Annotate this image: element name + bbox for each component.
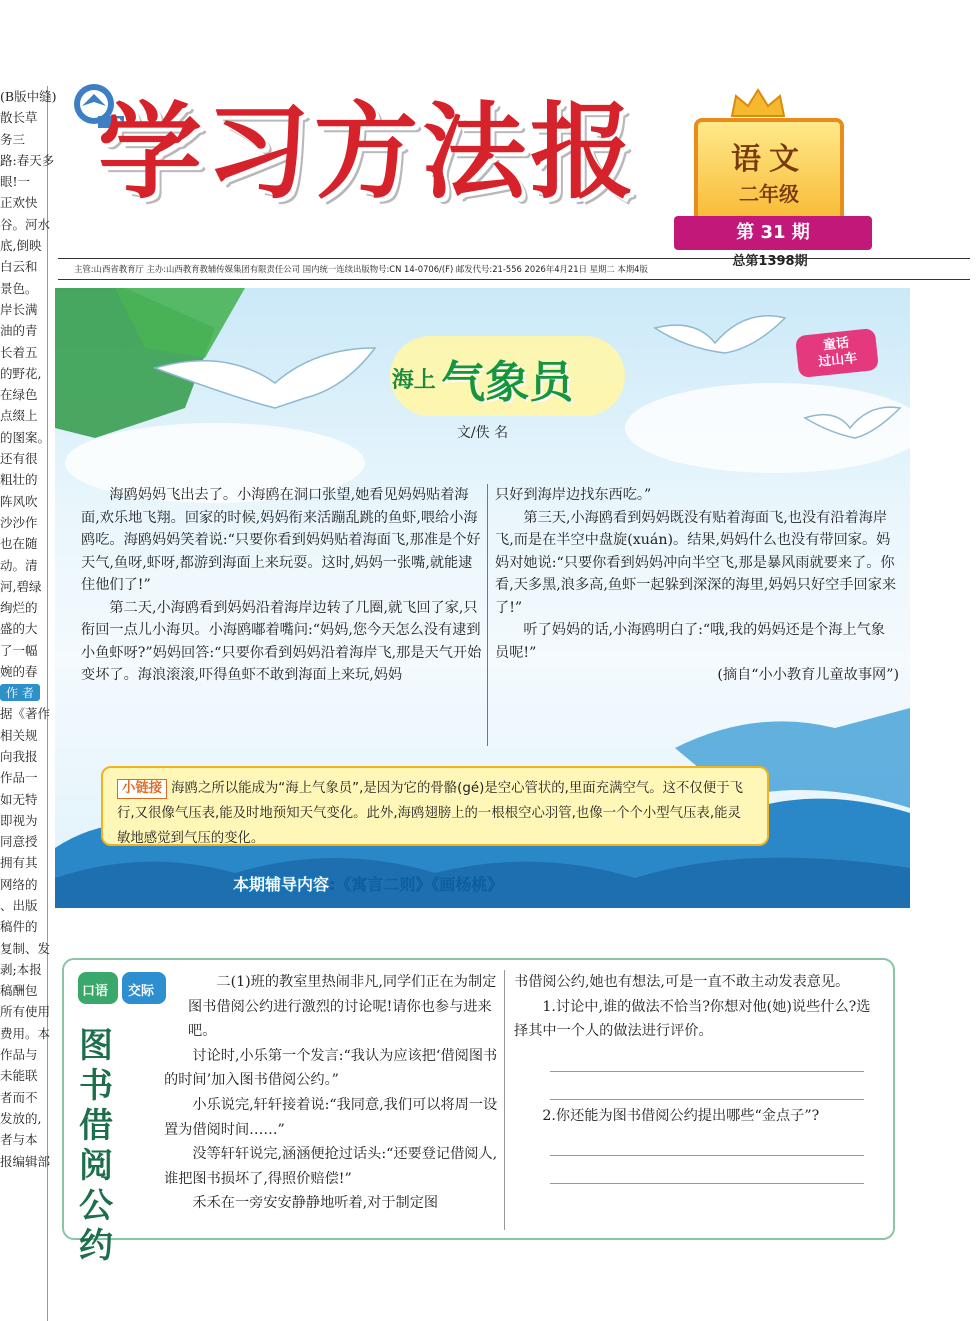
column-badge-line1: 童话 <box>822 335 850 354</box>
strip-text-line: 河,碧绿 <box>0 578 42 594</box>
strip-text-line: 拥有其 <box>0 855 38 871</box>
strip-text-line: 报编辑部 <box>0 1153 51 1169</box>
strip-text-line: 、出版 <box>0 897 38 913</box>
answer-line[interactable] <box>550 1156 864 1184</box>
strip-text-line: 阵风吹 <box>0 493 38 509</box>
strip-text-line: 绚烂的 <box>0 600 38 616</box>
strip-text-line: 也在随 <box>0 536 38 552</box>
oral-column-divider <box>504 970 505 1230</box>
strip-text-line: 向我报 <box>0 748 38 764</box>
oral-communication-section <box>62 958 895 1266</box>
column-badge <box>795 328 879 378</box>
strip-text-line: 路:春天多 <box>0 152 55 168</box>
oral-section-title: 图书借阅公约 <box>79 1026 113 1266</box>
answer-line[interactable] <box>550 1044 864 1072</box>
answer-line[interactable] <box>550 1128 864 1156</box>
story-title-main: 气象员 <box>441 357 574 408</box>
strip-text-line: 正欢快 <box>0 195 38 211</box>
strip-text-line: 剥;本报 <box>0 961 42 977</box>
strip-text-line: 粗壮的 <box>0 472 38 488</box>
story-title <box>55 346 910 410</box>
story-source: (摘自“小小教育儿童故事网”) <box>717 667 899 683</box>
strip-text-line: 如无特 <box>0 791 38 807</box>
fact-link-box <box>101 766 769 846</box>
strip-text-line: 即视为 <box>0 812 38 828</box>
fact-link-label: 小链接 <box>117 779 167 799</box>
masthead-title-char: 报 <box>530 91 635 213</box>
fact-link-text: 海鸥之所以能成为“海上气象员”,是因为它的骨骼(gé)是空心管状的,里面充满空气。这不仅便于飞行,又很像气压表,能及时地预知天气变化。此外,海鸥翅膀上的一根根空心羽管,也像一个个小型气压表,能灵敏地感觉到气压的变化。 <box>117 781 743 846</box>
strip-text-line: 沙沙作 <box>0 514 38 530</box>
strip-text-line: 散长草 <box>0 110 38 126</box>
oral-column-left <box>164 970 500 1216</box>
strip-text-line: 眼!一 <box>0 174 31 190</box>
oral-paragraph: 书借阅公约,她也有想法,可是一直不敢主动发表意见。 <box>514 974 850 990</box>
strip-text-line: 稿酬包 <box>0 983 38 999</box>
strip-text-line: 所有使用 <box>0 1004 51 1020</box>
strip-text-line: 谷。河水 <box>0 216 51 232</box>
column-divider <box>487 484 488 746</box>
question-1: 1.讨论中,谁的做法不恰当?你想对他(她)说些什么?选择其中一个人的做法进行评价。 <box>514 998 871 1040</box>
strip-text-line: 婉的春 <box>0 664 38 680</box>
strip-text-line: 白云和 <box>0 259 38 275</box>
strip-text-line: 的图案。 <box>0 429 51 445</box>
subject-label: 语文 <box>731 142 807 177</box>
strip-text-line: 长着五 <box>0 344 38 360</box>
byline: 文/佚 名 <box>456 425 509 441</box>
author-notice-tag: 作 者 <box>0 684 40 701</box>
story-paragraph: 第二天,小海鸥看到妈妈沿着海岸边转了几圈,就飞回了家,只衔回一点儿小海贝。小海鸥嘟着嘴问:“妈妈,您今天怎么没有逮到小鱼虾呀?”妈妈回答:“只要你看到妈妈沿着海岸飞,那是天气开始变坏了。海浪滚滚,吓得鱼虾不敢到海面上来玩,妈妈 <box>81 599 482 683</box>
strip-text-line: 未能联 <box>0 1068 38 1084</box>
strip-text-line: 动。清 <box>0 557 38 573</box>
story-title-prefix: 海上 <box>391 368 436 393</box>
badge-text-communication: 交际 <box>128 984 155 999</box>
strip-text-line: 的野花, <box>0 365 42 381</box>
masthead-title-char: 法 <box>422 91 527 213</box>
question-2: 2.你还能为图书借阅公约提出哪些“金点子”? <box>542 1107 820 1124</box>
grade-label: 二年级 <box>739 182 799 206</box>
strip-text-line: 作品一 <box>0 770 38 786</box>
strip-text-line: 务三 <box>0 131 26 147</box>
total-issue-number: 总第1398期 <box>732 254 808 269</box>
strip-text-line: 岸长满 <box>0 301 38 317</box>
column-badge-line2: 过山车 <box>817 350 858 370</box>
crown-icon <box>728 88 788 118</box>
strip-text-line: 同意授 <box>0 834 38 850</box>
story-paragraph: 只好到海岸边找东西吃。” <box>495 487 652 503</box>
strip-text-line: 底,倒映 <box>0 238 42 254</box>
publication-info: 主管:山西省教育厅 主办:山西教育教辅传媒集团有限责任公司 国内统一连续出版物号:CN 14-0706/(F) 邮发代号:21-556 2026年4月21日 星期二 本期4版 <box>58 258 970 280</box>
strip-text-line: 还有很 <box>0 451 38 467</box>
oral-paragraph: 讨论时,小乐第一个发言:“我认为应该把‘借阅图书的时间’加入图书借阅公约。” <box>164 1047 498 1089</box>
story-section <box>55 288 910 908</box>
oral-paragraph: 禾禾在一旁安安静静地听着,对于制定图 <box>192 1195 439 1212</box>
strip-text-line: 了一幅 <box>0 642 38 658</box>
story-paragraph: 海鸥妈妈飞出去了。小海鸥在洞口张望,她看见妈妈贴着海面,欢乐地飞翔。回家的时候,妈妈衔来活蹦乱跳的鱼虾,喂给小海鸥吃。海鸥妈妈笑着说:“只要你看到妈妈贴着海面飞,那准是个好天气,鱼呀,虾呀,都游到海面上来玩耍。这时,妈妈一张嘴,就能逮住他们了!” <box>81 487 481 593</box>
badge-text-oral: 口语 <box>82 984 109 999</box>
grade-badge <box>678 88 868 268</box>
strip-text-line: 者而不 <box>0 1089 38 1105</box>
oral-paragraph: 没等轩轩说完,涵涵便抢过话头:“还要登记借阅人,谁把图书损坏了,得照价赔偿!” <box>164 1146 498 1187</box>
strip-text-line: 作品与 <box>0 1047 38 1063</box>
author-notice-text <box>0 703 51 1172</box>
oral-communication-badge <box>78 968 168 1008</box>
story-column-left <box>81 484 485 687</box>
oral-column-right <box>514 970 884 1184</box>
story-paragraph: 第三天,小海鸥看到妈妈既没有贴着海面飞,也没有沿着海岸飞,而是在半空中盘旋(xuán)。结果,妈妈什么也没有带回家。妈妈对她说:“只要你看到妈妈冲向半空飞,那是暴风雨就要来了。你看,天多黑,浪多高,鱼虾一起躲到深深的海里,妈妈只好空手回家来了!” <box>495 509 897 616</box>
strip-text-line: 者与本 <box>0 1132 38 1148</box>
strip-text-line: 盛的大 <box>0 621 38 637</box>
strip-text-line: 网络的 <box>0 876 38 892</box>
strip-text-line: 稿件的 <box>0 919 38 935</box>
oral-paragraph: 小乐说完,轩轩接着说:“我同意,我们可以将周一设置为借阅时间……” <box>164 1096 498 1138</box>
answer-line[interactable] <box>550 1072 864 1100</box>
previous-page-text <box>0 86 57 682</box>
issue-guide-value: :《寓言二则》《画杨桃》 <box>329 875 504 894</box>
strip-text-line: 发放的, <box>0 1110 42 1126</box>
masthead-title-char: 学 <box>98 91 203 213</box>
strip-text-line: 费用。本 <box>0 1025 51 1041</box>
masthead-title-char: 方 <box>314 91 419 213</box>
masthead-title-char: 习 <box>206 91 311 213</box>
issue-number: 第 31 期 <box>674 216 872 250</box>
issue-guide-label: 本期辅导内容 <box>233 875 330 894</box>
strip-text-line: 复制、发 <box>0 940 51 956</box>
strip-text-line: 据《著作 <box>0 706 51 722</box>
strip-text-line: 景色。 <box>0 280 38 296</box>
story-paragraph: 听了妈妈的话,小海鸥明白了:“哦,我的妈妈还是个海上气象员呢!” <box>495 622 885 661</box>
strip-text-line: (B版中缝) <box>0 89 57 104</box>
oral-paragraph: 二(1)班的教室里热闹非凡,同学们正在为制定图书借阅公约进行激烈的讨论呢!请你也参与进来吧。 <box>188 974 497 1040</box>
previous-page-edge <box>0 86 57 1321</box>
issue-guide <box>233 872 503 895</box>
strip-text-line: 相关规 <box>0 727 38 743</box>
strip-text-line: 在绿色 <box>0 387 38 403</box>
strip-text-line: 油的青 <box>0 323 38 339</box>
story-column-right <box>495 484 899 687</box>
strip-text-line: 点缀上 <box>0 408 38 424</box>
